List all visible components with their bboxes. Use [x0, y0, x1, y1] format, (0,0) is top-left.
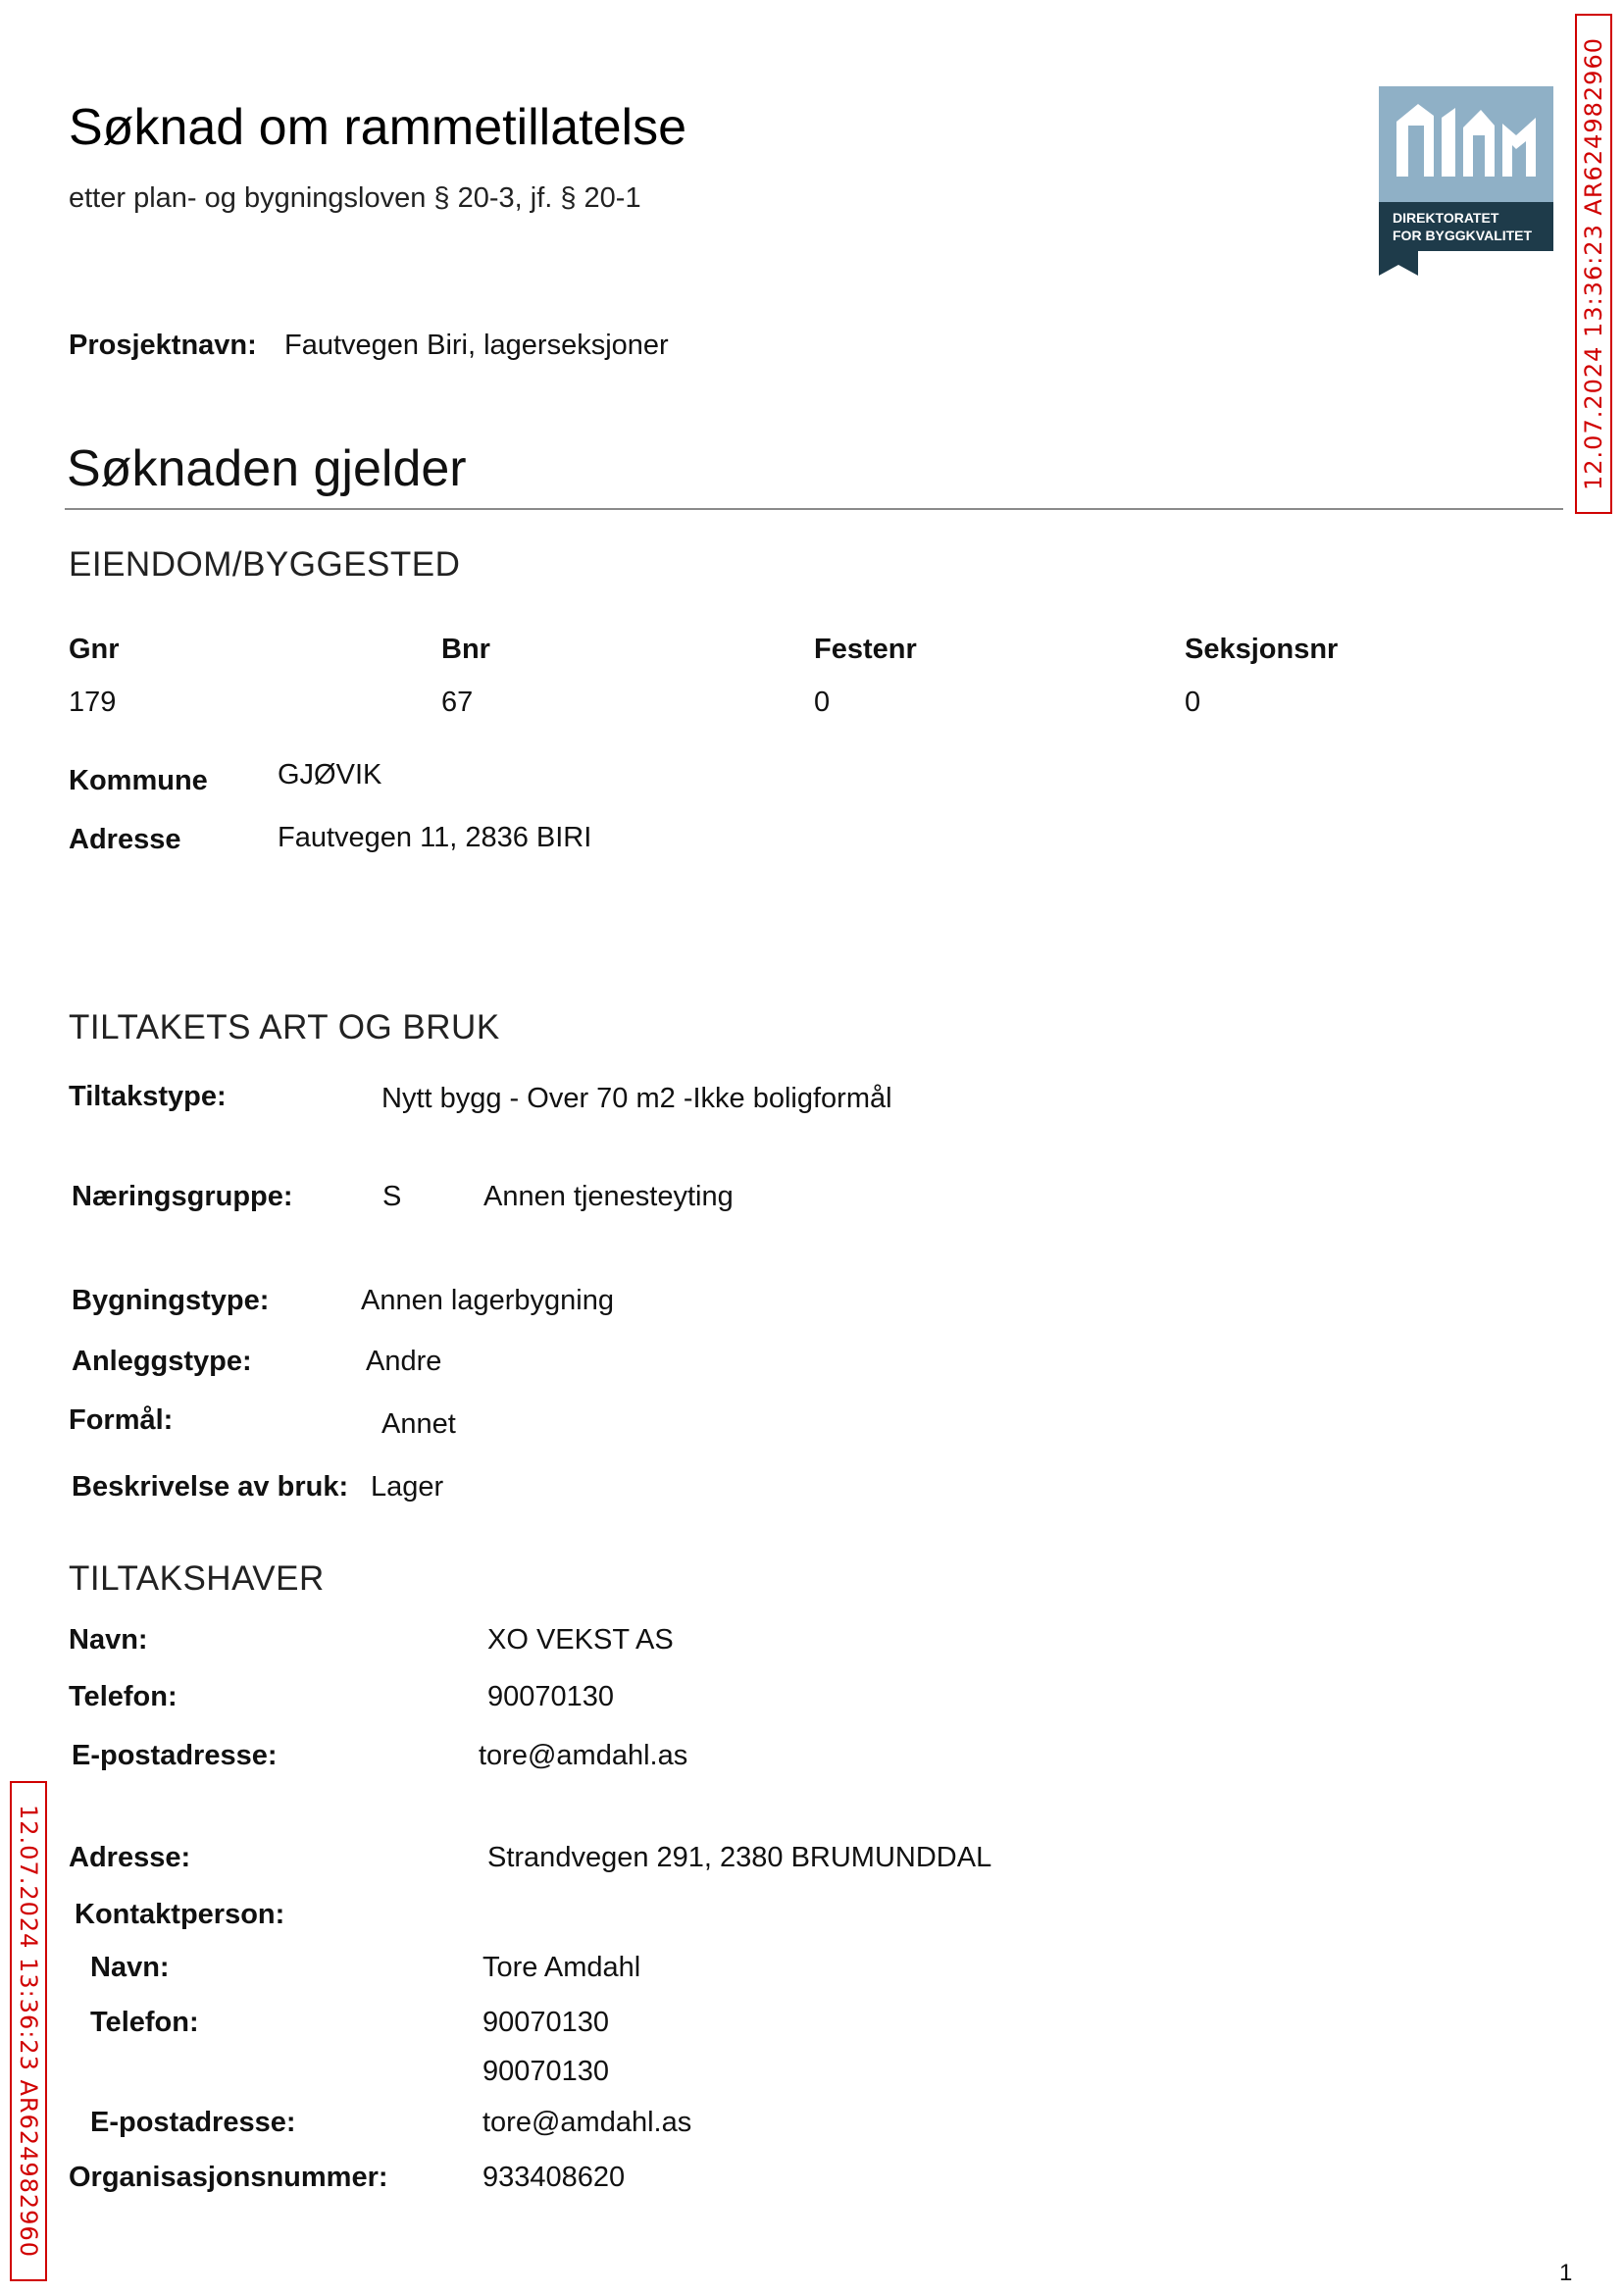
- kontaktperson-label: Kontaktperson:: [75, 1899, 285, 1930]
- tiltakshaver-navn-value: XO VEKST AS: [487, 1624, 674, 1656]
- tiltakstype-value: Nytt bygg - Over 70 m2 -Ikke boligformål: [381, 1083, 892, 1114]
- received-stamp-left: [10, 1781, 47, 2281]
- kontakt-telefon-value-2: 90070130: [482, 2056, 610, 2087]
- beskrivelse-value: Lager: [371, 1471, 444, 1503]
- formal-label: Formål:: [69, 1404, 174, 1436]
- document-title: Søknad om rammetillatelse: [69, 99, 686, 156]
- tiltakshaver-epost-label: E-postadresse:: [72, 1740, 278, 1771]
- orgnr-label: Organisasjonsnummer:: [69, 2162, 388, 2193]
- property-col-bnr: Bnr: [441, 634, 490, 665]
- logo-text-line1: DIREKTORATET: [1393, 210, 1499, 226]
- kontakt-epost-value: tore@amdahl.as: [482, 2107, 692, 2138]
- property-seksjonsnr-value: 0: [1185, 687, 1201, 718]
- heading-divider: [65, 508, 1563, 510]
- tiltakshaver-adresse-label: Adresse:: [69, 1842, 191, 1873]
- kommune-label: Kommune: [69, 765, 208, 796]
- tiltak-section-title: TILTAKETS ART OG BRUK: [69, 1008, 500, 1046]
- tiltakshaver-epost-value: tore@amdahl.as: [479, 1740, 688, 1771]
- kontakt-epost-label: E-postadresse:: [90, 2107, 296, 2138]
- kontakt-telefon-value: 90070130: [482, 2007, 610, 2038]
- adresse-value: Fautvegen 11, 2836 BIRI: [278, 822, 592, 853]
- dibk-logo: [1379, 86, 1553, 276]
- property-section-title: EIENDOM/BYGGESTED: [69, 545, 461, 584]
- tiltakshaver-telefon-label: Telefon:: [69, 1681, 178, 1712]
- kontakt-telefon-label: Telefon:: [90, 2007, 199, 2038]
- property-col-seksjonsnr: Seksjonsnr: [1185, 634, 1339, 665]
- document-subtitle: etter plan- og bygningsloven § 20-3, jf. § 20-1: [69, 182, 641, 214]
- received-stamp-top-text: 12.07.2024 13:36:23 AR624982960: [1580, 37, 1608, 490]
- tiltakshaver-telefon-value: 90070130: [487, 1681, 615, 1712]
- project-name-label: Prosjektnavn:: [69, 330, 257, 361]
- dibk-logo-icon: [1379, 86, 1553, 276]
- bygningstype-value: Annen lagerbygning: [361, 1285, 614, 1316]
- logo-text-line2: FOR BYGGKVALITET: [1393, 228, 1533, 243]
- naeringsgruppe-value: Annen tjenesteyting: [483, 1181, 734, 1212]
- kontakt-navn-label: Navn:: [90, 1952, 170, 1983]
- naeringsgruppe-label: Næringsgruppe:: [72, 1181, 293, 1212]
- adresse-label: Adresse: [69, 824, 181, 855]
- tiltakshaver-navn-label: Navn:: [69, 1624, 148, 1656]
- page-number: 1: [1559, 2260, 1573, 2286]
- property-col-gnr: Gnr: [69, 634, 120, 665]
- orgnr-value: 933408620: [482, 2162, 626, 2193]
- anleggstype-label: Anleggstype:: [72, 1346, 252, 1377]
- property-col-festenr: Festenr: [814, 634, 917, 665]
- beskrivelse-label: Beskrivelse av bruk:: [72, 1471, 349, 1503]
- property-bnr-value: 67: [441, 687, 474, 718]
- project-name-value: Fautvegen Biri, lagerseksjoner: [284, 330, 669, 361]
- tiltakshaver-adresse-value: Strandvegen 291, 2380 BRUMUNDDAL: [487, 1842, 992, 1873]
- tiltakshaver-section-title: TILTAKSHAVER: [69, 1559, 325, 1598]
- anleggstype-value: Andre: [366, 1346, 442, 1377]
- formal-value: Annet: [381, 1408, 456, 1440]
- naeringsgruppe-code: S: [382, 1181, 402, 1212]
- section-heading: Søknaden gjelder: [67, 440, 467, 497]
- bygningstype-label: Bygningstype:: [72, 1285, 270, 1316]
- tiltakstype-label: Tiltakstype:: [69, 1081, 227, 1112]
- property-gnr-value: 179: [69, 687, 117, 718]
- received-stamp-left-text: 12.07.2024 13:36:23 AR624982960: [15, 1805, 43, 2258]
- kommune-value: GJØVIK: [278, 759, 382, 790]
- property-festenr-value: 0: [814, 687, 831, 718]
- kontakt-navn-value: Tore Amdahl: [482, 1952, 641, 1983]
- received-stamp-top: [1575, 14, 1612, 514]
